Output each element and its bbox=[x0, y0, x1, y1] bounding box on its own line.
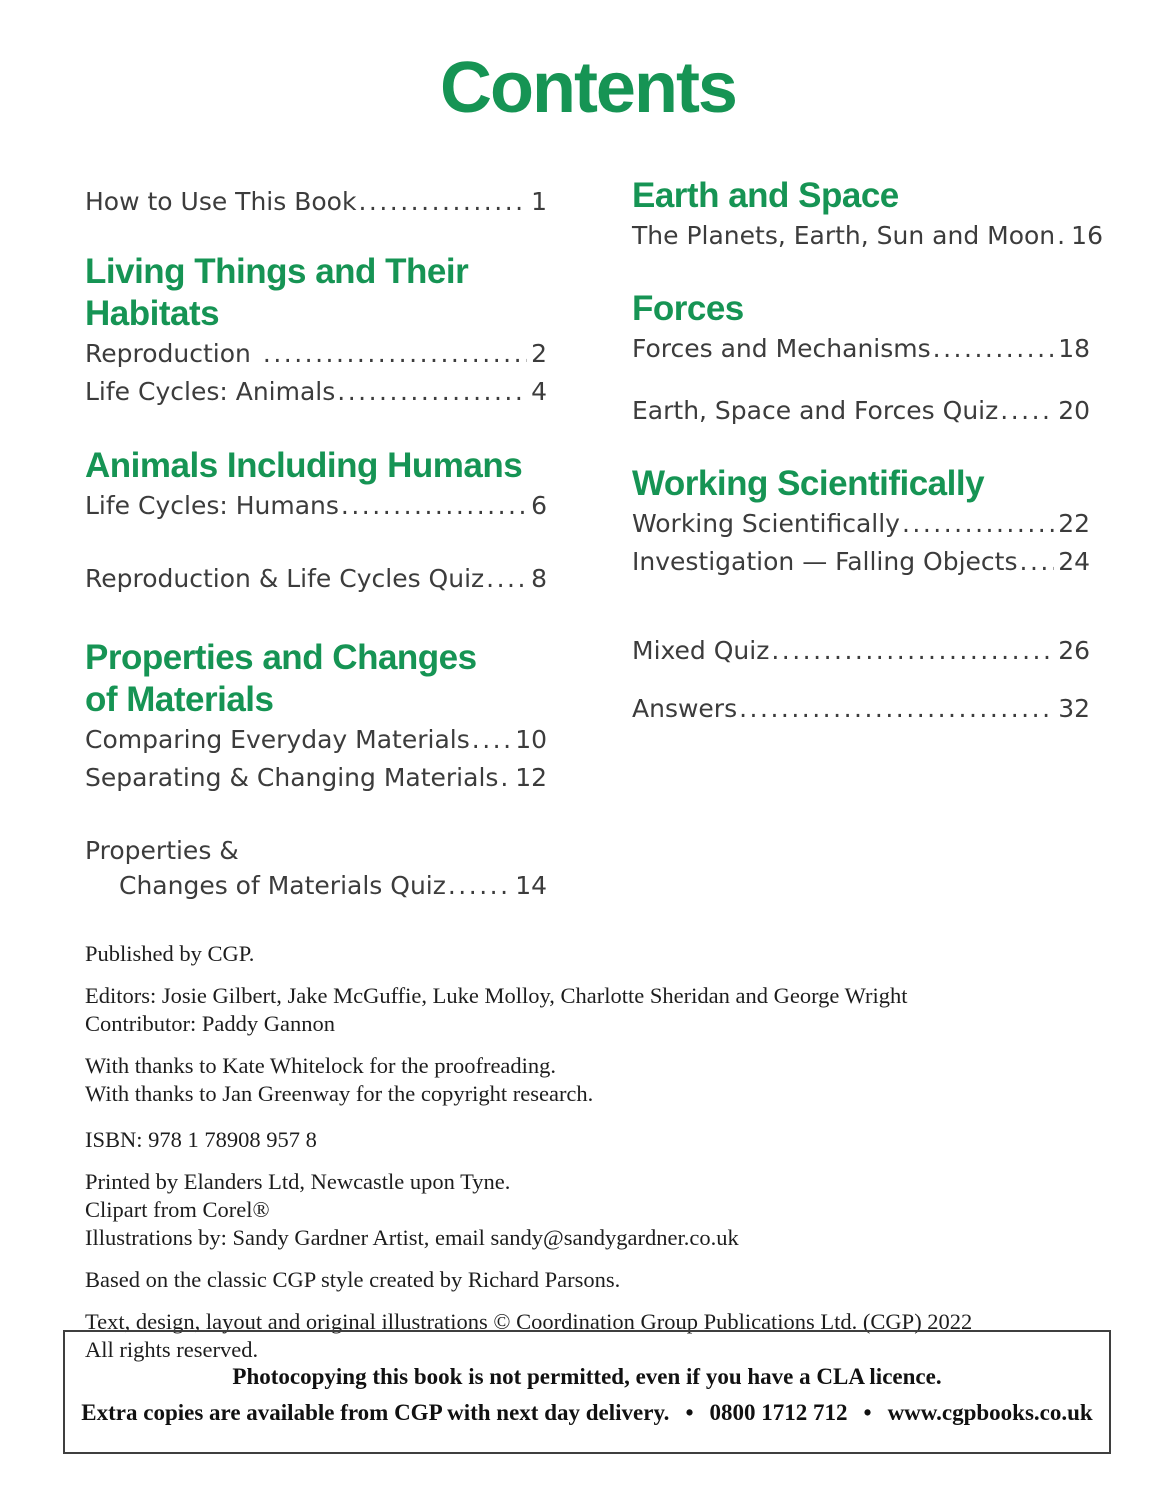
page-number: 4 bbox=[531, 377, 547, 406]
toc-section-heading: Living Things and Their Habitats bbox=[85, 252, 469, 333]
toc-entry-label: Life Cycles: Animals bbox=[85, 377, 336, 406]
website-url: www.cgpbooks.co.uk bbox=[887, 1400, 1093, 1425]
toc-entry-label-line1: Properties & bbox=[85, 836, 239, 865]
toc-entry-label: Separating & Changing Materials bbox=[85, 763, 499, 792]
dot-leader bbox=[500, 759, 511, 797]
toc-entry-label-line2: Changes of Materials Quiz bbox=[119, 871, 446, 900]
toc-entry bbox=[85, 868, 547, 904]
photocopy-notice-line2 bbox=[65, 1395, 1109, 1431]
toc-entry bbox=[85, 487, 547, 525]
colophon-line: Illustrations by: Sandy Gardner Artist, email sandy@sandygardner.co.uk bbox=[85, 1225, 739, 1250]
toc-entry-label: Answers bbox=[632, 694, 738, 723]
colophon-copyright: Text, design, layout and original illustrations © Coordination Group Publications Ltd. (CGP) 2022 bbox=[85, 1309, 973, 1334]
toc-entry-label: Forces and Mechanisms bbox=[632, 334, 931, 363]
toc-section-heading: Forces bbox=[632, 289, 744, 328]
colophon-line: All rights reserved. bbox=[85, 1337, 259, 1362]
toc-entry bbox=[632, 690, 1090, 728]
toc-column-right bbox=[632, 175, 1103, 728]
toc-column-left bbox=[85, 175, 547, 904]
page-title: Contents bbox=[440, 48, 736, 128]
bullet-separator: • bbox=[685, 1400, 694, 1425]
dot-leader bbox=[902, 505, 1054, 543]
colophon-line: Based on the classic CGP style created by Richard Parsons. bbox=[85, 1267, 621, 1292]
colophon-line: Printed by Elanders Ltd, Newcastle upon Tyne. bbox=[85, 1169, 511, 1194]
extra-copies-text: Extra copies are available from CGP with next day delivery. bbox=[81, 1400, 670, 1425]
toc-section-heading: Animals Including Humans bbox=[85, 446, 523, 485]
page-number: 10 bbox=[515, 725, 547, 754]
colophon-line: With thanks to Jan Greenway for the copyright research. bbox=[85, 1081, 594, 1106]
toc-entry-label: Working Scientifically bbox=[632, 509, 900, 538]
toc-entry-label: Reproduction & Life Cycles Quiz bbox=[85, 564, 485, 593]
page-number: 2 bbox=[531, 339, 547, 368]
dot-leader bbox=[739, 690, 1054, 728]
toc-entry bbox=[85, 759, 547, 797]
toc-entry-label: Life Cycles: Humans bbox=[85, 491, 339, 520]
toc-entry-label: How to Use This Book bbox=[85, 187, 357, 216]
photocopy-notice-line1: Photocopying this book is not permitted, even if you have a CLA licence. bbox=[232, 1364, 942, 1389]
colophon bbox=[85, 940, 1095, 1378]
page-number: 20 bbox=[1058, 396, 1090, 425]
toc-entry bbox=[632, 505, 1090, 543]
page-number: 6 bbox=[531, 491, 547, 520]
dot-leader bbox=[358, 183, 527, 221]
toc-entry bbox=[85, 721, 547, 759]
page-number: 1 bbox=[531, 187, 547, 216]
toc-section-heading: Earth and Space bbox=[632, 176, 899, 215]
colophon-line: Contributor: Paddy Gannon bbox=[85, 1011, 335, 1036]
toc-entry-label: Earth, Space and Forces Quiz bbox=[632, 396, 999, 425]
page-number: 16 bbox=[1071, 221, 1103, 250]
toc-section-heading: Working Scientifically bbox=[632, 464, 985, 503]
page-number: 32 bbox=[1058, 694, 1090, 723]
toc-entry-label: Reproduction bbox=[85, 339, 251, 368]
colophon-line: Editors: Josie Gilbert, Jake McGuffie, Luke Molloy, Charlotte Sheridan and George Wright bbox=[85, 983, 908, 1008]
photocopy-notice-box bbox=[63, 1330, 1111, 1454]
dot-leader bbox=[337, 373, 527, 411]
dot-leader bbox=[341, 487, 527, 525]
colophon-line: Published by CGP. bbox=[85, 941, 255, 966]
toc-entry bbox=[632, 392, 1090, 430]
toc-entry bbox=[85, 560, 547, 598]
colophon-line: Clipart from Corel® bbox=[85, 1197, 270, 1222]
dot-leader bbox=[263, 335, 527, 373]
phone-number: 0800 1712 712 bbox=[709, 1400, 848, 1425]
toc-entry bbox=[632, 217, 1103, 255]
toc-entry-label: Investigation — Falling Objects bbox=[632, 547, 1018, 576]
toc-entry-two-line bbox=[85, 834, 547, 904]
toc-entry bbox=[85, 373, 547, 411]
page-number: 14 bbox=[515, 871, 547, 900]
bullet-separator: • bbox=[863, 1400, 872, 1425]
toc-entry bbox=[85, 335, 547, 373]
page-number: 18 bbox=[1058, 334, 1090, 363]
page-number: 12 bbox=[515, 763, 547, 792]
toc-section-heading: Properties and Changes of Materials bbox=[85, 638, 477, 719]
dot-leader bbox=[1000, 392, 1054, 430]
dot-leader bbox=[472, 721, 511, 759]
dot-leader bbox=[771, 632, 1054, 670]
toc-entry bbox=[632, 543, 1090, 581]
page-number: 26 bbox=[1058, 636, 1090, 665]
colophon-line: With thanks to Kate Whitelock for the proofreading. bbox=[85, 1053, 557, 1078]
toc-entry bbox=[632, 330, 1090, 368]
toc-entry-label: Mixed Quiz bbox=[632, 636, 770, 665]
dot-leader bbox=[933, 330, 1055, 368]
toc-entry-label: The Planets, Earth, Sun and Moon bbox=[632, 221, 1056, 250]
colophon-isbn: ISBN: 978 1 78908 957 8 bbox=[85, 1127, 317, 1152]
dot-leader bbox=[1057, 217, 1067, 255]
page-number: 8 bbox=[531, 564, 547, 593]
toc-entry bbox=[632, 632, 1090, 670]
page-number: 22 bbox=[1058, 509, 1090, 538]
dot-leader bbox=[448, 868, 511, 904]
page-number: 24 bbox=[1058, 547, 1090, 576]
toc-entry bbox=[85, 183, 547, 221]
dot-leader bbox=[1020, 543, 1055, 581]
dot-leader bbox=[486, 560, 527, 598]
toc-entry-label: Comparing Everyday Materials bbox=[85, 725, 470, 754]
